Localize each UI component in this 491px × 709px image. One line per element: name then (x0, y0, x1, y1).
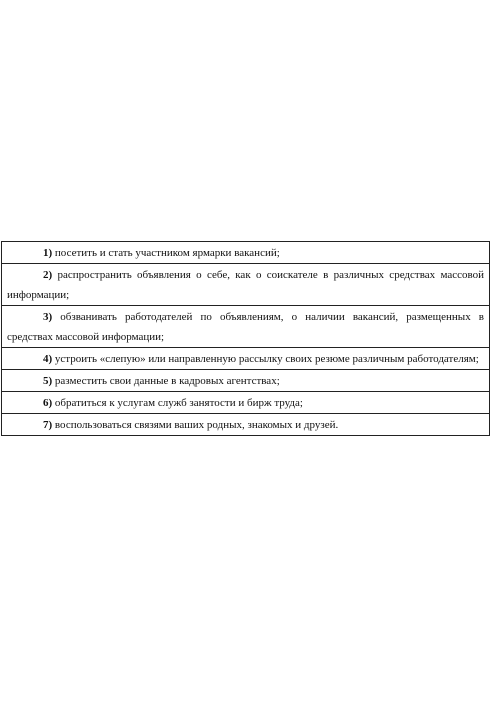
table-row (2, 414, 490, 436)
item-number: 5) (43, 375, 53, 387)
item-text: обратиться к услугам служб занятости и бирж труда; (54, 397, 303, 409)
table-cell (2, 370, 490, 392)
table-cell (2, 264, 490, 306)
item-text: разместить свои данные в кадровых агентствах; (54, 375, 280, 387)
item-number: 4) (43, 353, 53, 365)
item-number: 3) (43, 311, 53, 323)
table-cell (2, 242, 490, 264)
item-text: воспользоваться связями ваших родных, знакомых и друзей. (54, 419, 339, 431)
table-row (2, 348, 490, 370)
table-cell (2, 348, 490, 370)
table-row (2, 370, 490, 392)
job-search-methods-table (1, 241, 490, 436)
item-number: 6) (43, 397, 53, 409)
item-text: обзванивать работодателей по объявлениям, о наличии вакансий, размещенных в средствах массовой информации; (7, 311, 485, 343)
table-cell (2, 306, 490, 348)
item-number: 7) (43, 419, 53, 431)
table-cell (2, 392, 490, 414)
table-row (2, 264, 490, 306)
item-text: распространить объявления о себе, как о соискателе в различных средствах массовой информации; (7, 269, 484, 301)
table-row (2, 242, 490, 264)
table-cell (2, 414, 490, 436)
item-number: 2) (43, 269, 53, 281)
item-text: устроить «слепую» или направленную рассылку своих резюме различным работодателям; (54, 353, 479, 365)
table-row (2, 306, 490, 348)
table-row (2, 392, 490, 414)
item-number: 1) (43, 247, 53, 259)
item-text: посетить и стать участником ярмарки вакансий; (54, 247, 280, 259)
